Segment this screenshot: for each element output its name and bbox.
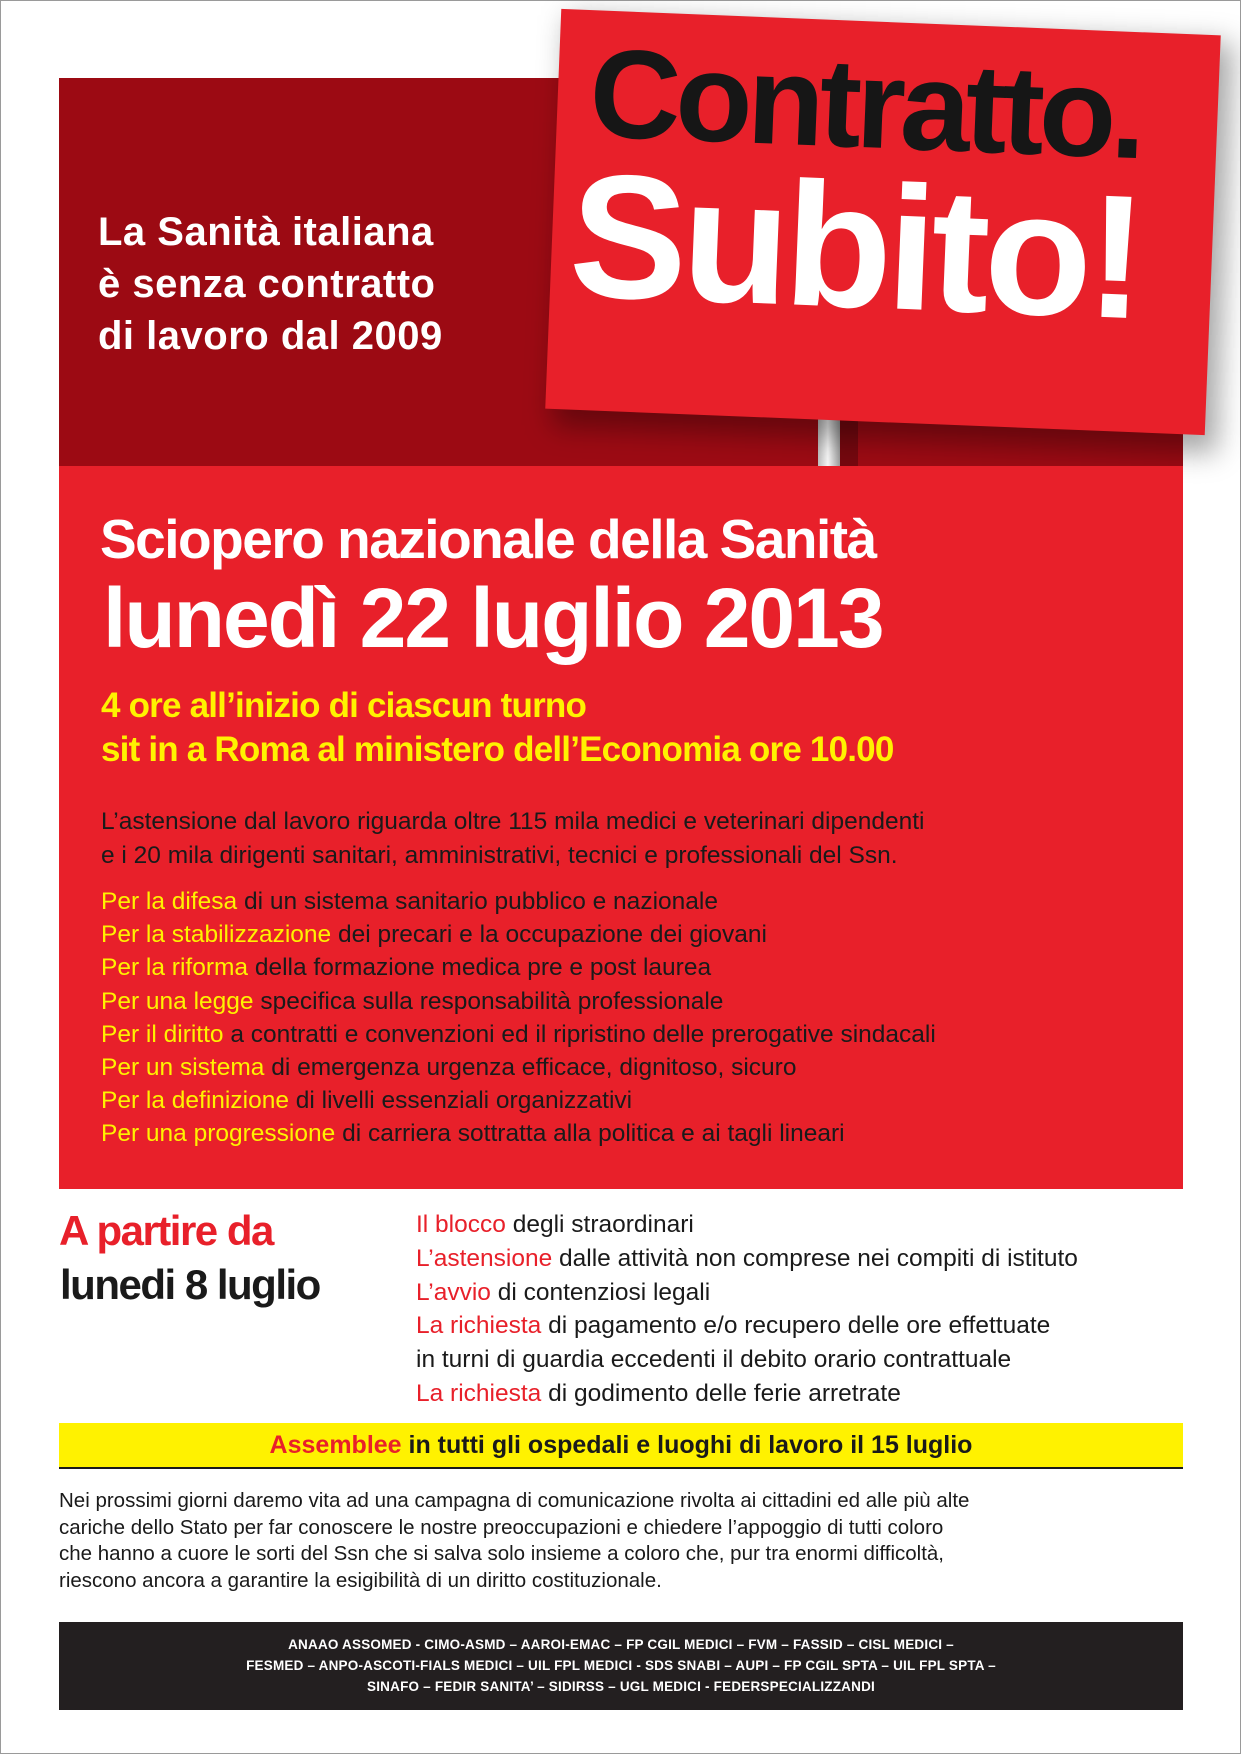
strike-title: Sciopero nazionale della Sanità <box>100 508 876 570</box>
reason-highlight: Per la difesa <box>101 888 238 915</box>
reason-item <box>101 1117 936 1150</box>
action-text: di godimento delle ferie arretrate <box>541 1379 901 1407</box>
unions-list <box>59 1634 1183 1697</box>
reason-item <box>101 885 936 918</box>
unions-footer <box>59 1622 1183 1710</box>
reason-highlight: Per una legge <box>101 987 254 1015</box>
actions-list <box>416 1208 1078 1411</box>
action-highlight: L’astensione <box>416 1244 553 1272</box>
campaign-line: Nei prossimi giorni daremo vita ad una campagna di comunicazione rivolta ai cittadini ed alle più alte <box>59 1489 970 1512</box>
strike-description-line: e i 20 mila dirigenti sanitari, amministrativi, tecnici e professionali del Ssn. <box>101 842 898 869</box>
from-title: A partire da <box>59 1207 273 1254</box>
reason-highlight: Per la riforma <box>101 954 249 982</box>
assemblies-banner <box>59 1423 1183 1469</box>
assemblies-detail: in tutti gli ospedali e luoghi di lavoro il 15 luglio <box>401 1431 973 1459</box>
reason-text: della formazione medica pre e post laurea <box>248 954 712 982</box>
intro-line: di lavoro dal 2009 <box>98 314 443 358</box>
assemblies-text <box>59 1423 1183 1467</box>
reason-item <box>101 1051 936 1084</box>
action-item <box>416 1276 1078 1310</box>
strike-details <box>101 684 894 772</box>
reason-text: di emergenza urgenza efficace, dignitoso, sicuro <box>264 1054 797 1082</box>
intro-text <box>98 206 558 362</box>
sign-headline-subito: Subito! <box>566 137 1145 357</box>
action-item <box>416 1343 1078 1377</box>
strike-description-line: L’astensione dal lavoro riguarda oltre 115 mila medici e veterinari dipendenti <box>101 808 925 835</box>
action-text: dalle attività non comprese nei compiti di istituto <box>552 1244 1078 1272</box>
campaign-line: che hanno a cuore le sorti del Ssn che si salva solo insieme a coloro che, pur tra enormi difficoltà, <box>59 1542 945 1565</box>
reason-item <box>101 985 936 1018</box>
unions-line: ANAAO ASSOMED - CIMO-ASMD – AAROI-EMAC – FP CGIL MEDICI – FVM – FASSID – CISL MEDICI – <box>288 1637 954 1652</box>
action-highlight: La richiesta <box>416 1312 542 1340</box>
action-highlight: Il blocco <box>416 1211 506 1238</box>
intro-line: La Sanità italiana <box>98 210 434 254</box>
protest-sign <box>545 9 1221 435</box>
reason-highlight: Per una progressione <box>101 1120 336 1148</box>
reason-item <box>101 1018 936 1051</box>
reason-highlight: Per il diritto <box>101 1020 224 1048</box>
action-highlight: La richiesta <box>416 1379 542 1407</box>
reason-item <box>101 1084 936 1117</box>
reason-text: di un sistema sanitario pubblico e nazionale <box>237 888 718 915</box>
unions-line: FESMED – ANPO-ASCOTI-FIALS MEDICI – UIL FPL MEDICI - SDS SNABI – AUPI – FP CGIL SPTA – UIL FPL SPTA – <box>246 1658 996 1673</box>
reason-highlight: Per la definizione <box>101 1087 289 1115</box>
reason-item <box>101 951 936 984</box>
reason-text: di carriera sottratta alla politica e ai tagli lineari <box>335 1120 845 1148</box>
strike-description <box>101 805 925 873</box>
intro-line: è senza contratto <box>98 262 436 306</box>
reason-text: specifica sulla responsabilità professionale <box>253 987 724 1015</box>
action-item <box>416 1242 1078 1276</box>
campaign-paragraph <box>59 1488 969 1594</box>
reason-highlight: Per un sistema <box>101 1054 265 1082</box>
strike-detail-line: 4 ore all’inizio di ciascun turno <box>101 686 587 725</box>
from-date: lunedi 8 luglio <box>60 1261 320 1308</box>
sign-headline-contratto: Contratto. <box>587 22 1145 186</box>
reason-item <box>101 918 936 951</box>
unions-line: SINAFO – FEDIR SANITA’ – SIDIRSS – UGL MEDICI - FEDERSPECIALIZZANDI <box>367 1679 875 1694</box>
action-highlight: L’avvio <box>416 1278 491 1306</box>
action-item <box>416 1377 1078 1411</box>
campaign-line: cariche dello Stato per far conoscere le nostre preoccupazioni e chiedere l’appoggio di tutti coloro <box>59 1515 944 1539</box>
strike-detail-line: sit in a Roma al ministero dell’Economia ore 10.00 <box>101 730 894 769</box>
action-text: di contenziosi legali <box>490 1278 711 1306</box>
action-text: di pagamento e/o recupero delle ore effettuate <box>541 1312 1051 1340</box>
action-text: in turni di guardia eccedenti il debito orario contrattuale <box>416 1346 1012 1374</box>
reason-text: di livelli essenziali organizzativi <box>288 1087 633 1115</box>
action-text: degli straordinari <box>505 1211 694 1238</box>
reason-text: a contratti e convenzioni ed il ripristino delle prerogative sindacali <box>223 1020 936 1048</box>
action-item <box>416 1309 1078 1343</box>
action-item <box>416 1208 1078 1242</box>
assemblies-highlight: Assemblee <box>269 1431 402 1459</box>
reasons-list <box>101 885 936 1151</box>
campaign-line: riescono ancora a garantire la esigibilità di un diritto costituzionale. <box>59 1568 662 1592</box>
reason-text: dei precari e la occupazione dei giovani <box>331 921 767 949</box>
strike-date: lunedì 22 luglio 2013 <box>103 571 883 665</box>
reason-highlight: Per la stabilizzazione <box>101 921 332 949</box>
